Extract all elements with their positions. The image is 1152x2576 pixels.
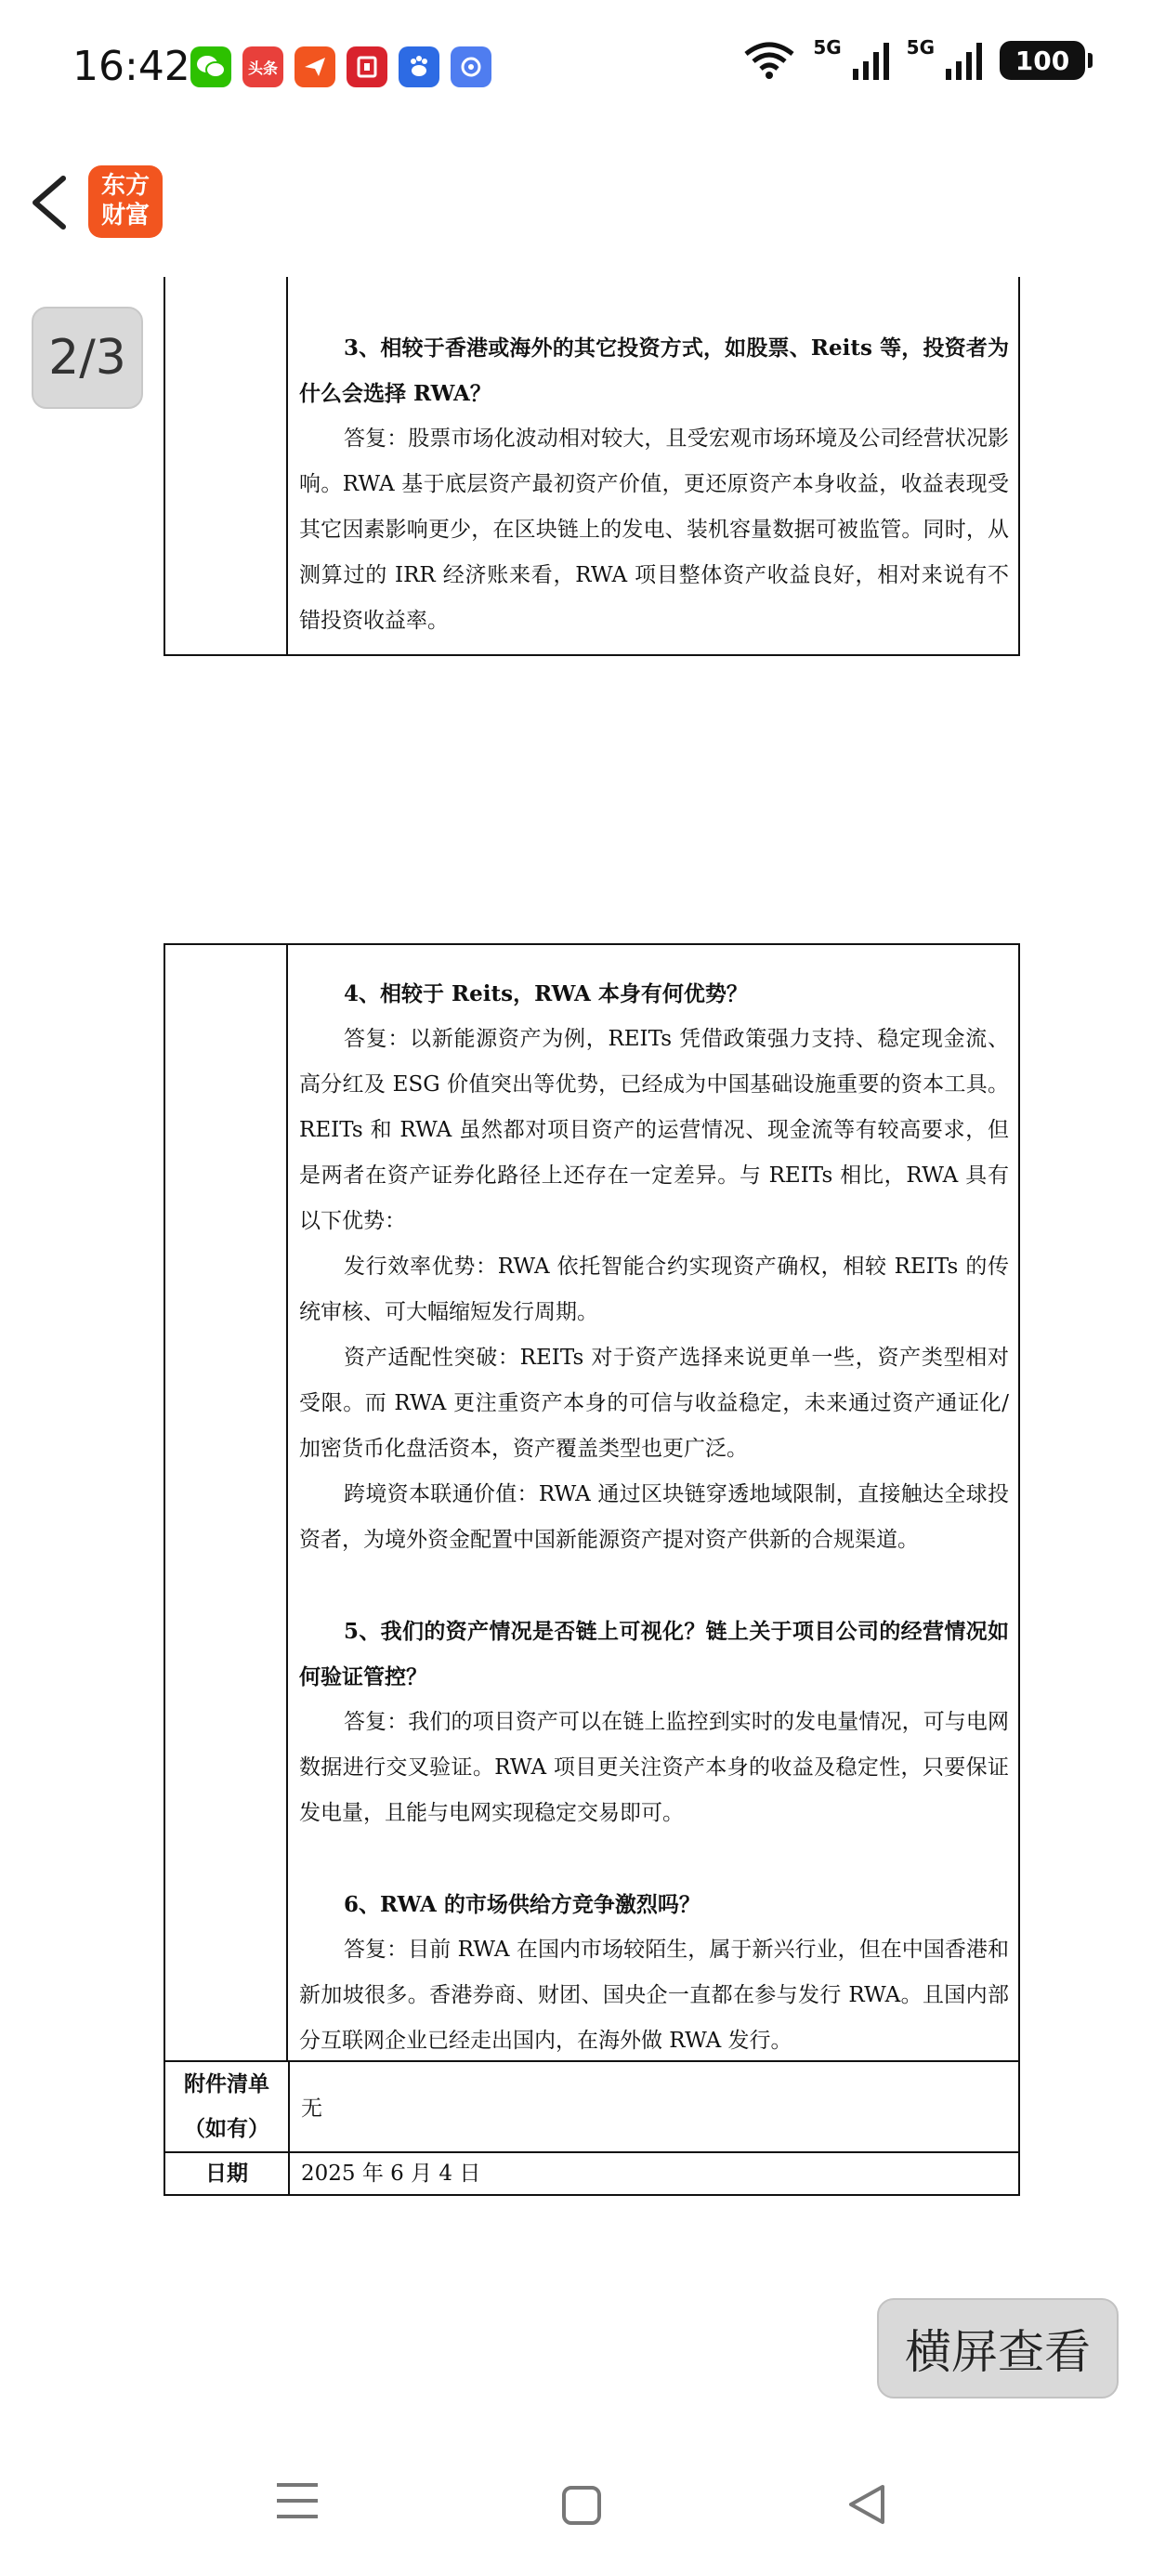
logo-text-line1: 东方 (100, 172, 150, 200)
question-3: 3、相较于香港或海外的其它投资方式，如股票、Reits 等，投资者为什么会选择 RWA？ (299, 335, 1009, 406)
table-right-column (290, 325, 1018, 644)
battery-icon (1000, 41, 1085, 80)
answer-4-point-3: 跨境资本联通价值：RWA 通过区块链穿透地域限制，直接触达全球投资者，为境外资金配置中国新能源资产提对资产供新的合规渠道。 (299, 1482, 1009, 1552)
document-table-page-2 (164, 943, 1020, 2196)
answer-6: 答复：目前 RWA 在国内市场较陌生，属于新兴行业，但在中国香港和新加坡很多。香港券商、财团、国央企一直都在参与发行 RWA。且国内部分互联网企业已经走出国内，在海外做 RWA 发行。 (299, 1938, 1009, 2053)
status-time: 16:42 (72, 43, 190, 90)
question-5: 5、我们的资产情况是否链上可视化？链上关于项目公司的经营情况如何验证管控？ (299, 1619, 1009, 1689)
answer-4-point-2: 资产适配性突破：REITs 对于资产选择来说更单一些，资产类型相对受限。而 RWA 更注重资产本身的可信与收益稳定，未来通过资产通证化/加密货币化盘活资本，资产覆盖类型也更广泛。 (299, 1346, 1009, 1461)
column-divider (288, 2151, 290, 2196)
attachment-value: 无 (301, 2096, 322, 2121)
red-app-icon (347, 46, 387, 87)
row-separator (165, 2060, 1018, 2062)
eastmoney-logo[interactable] (88, 165, 163, 238)
baidu-icon (399, 46, 439, 87)
date-value: 2025 年 6 月 4 日 (301, 2162, 481, 2186)
answer-5: 答复：我们的项目资产可以在链上监控到实时的发电量情况，可与电网数据进行交叉验证。RWA 项目更关注资产本身的收益及稳定性，只要保证发电量，且能与电网实现稳定交易即可。 (299, 1710, 1009, 1825)
wifi-icon (742, 41, 796, 80)
row-separator (165, 2151, 1018, 2153)
status-bar (0, 0, 1152, 139)
attachment-label: 附件清单 （如有） (184, 2071, 269, 2141)
table-right-column (290, 971, 1018, 2064)
question-4: 4、相较于 Reits，RWA 本身有何优势？ (344, 981, 748, 1006)
network-type-1: 5G (813, 36, 842, 59)
network-type-2: 5G (906, 36, 935, 59)
date-label: 日期 (205, 2161, 248, 2186)
answer-3: 答复：股票市场化波动相对较大，且受宏观市场环境及公司经营状况影响。RWA 基于底层资产最初资产价值，更还原资产本身收益，收益表现受其它因素影响更少，在区块链上的发电、装机容量数据可被监管。同时，从测算过的 IRR 经济账来看，RWA 项目整体资产收益良好，相对来说有不错投资收益率。 (299, 427, 1009, 633)
paper-plane-app-icon (295, 46, 335, 87)
column-divider (288, 2060, 290, 2153)
table-left-column (165, 945, 288, 2062)
answer-4-point-1: 发行效率优势：RWA 依托智能合约实现资产确权，相较 REITs 的传统审核、可大幅缩短发行周期。 (299, 1255, 1009, 1324)
system-icons (742, 36, 1085, 80)
signal-icon-2 (946, 41, 983, 80)
menu-icon[interactable] (275, 2481, 320, 2520)
logo-text-line2: 财富 (100, 202, 150, 230)
notification-app-icons (190, 46, 491, 87)
table-left-column (165, 277, 288, 654)
landscape-view-button[interactable]: 横屏查看 (877, 2298, 1119, 2399)
toutiao-icon: 头条 (242, 46, 283, 87)
home-icon[interactable] (561, 2485, 602, 2526)
back-nav-icon[interactable] (845, 2483, 886, 2526)
battery-level: 100 (1015, 45, 1070, 76)
document-table-page-1 (164, 277, 1020, 656)
back-arrow-icon[interactable] (26, 175, 72, 230)
signal-icon-1 (853, 41, 890, 80)
question-6: 6、RWA 的市场供给方竞争激烈吗？ (344, 1892, 700, 1917)
blue-app-icon (451, 46, 491, 87)
wechat-icon (190, 46, 231, 87)
answer-4-intro: 答复：以新能源资产为例，REITs 凭借政策强力支持、稳定现金流、高分红及 ESG 价值突出等优势，已经成为中国基础设施重要的资本工具。REITs 和 RWA 虽然都对项目资产的运营情况、现金流等有较高要求，但是两者在资产证券化路径上还存在一定差异。与 REITs 相比，RWA 具有以下优势： (299, 1027, 1009, 1233)
page-indicator: 2/3 (32, 307, 143, 409)
